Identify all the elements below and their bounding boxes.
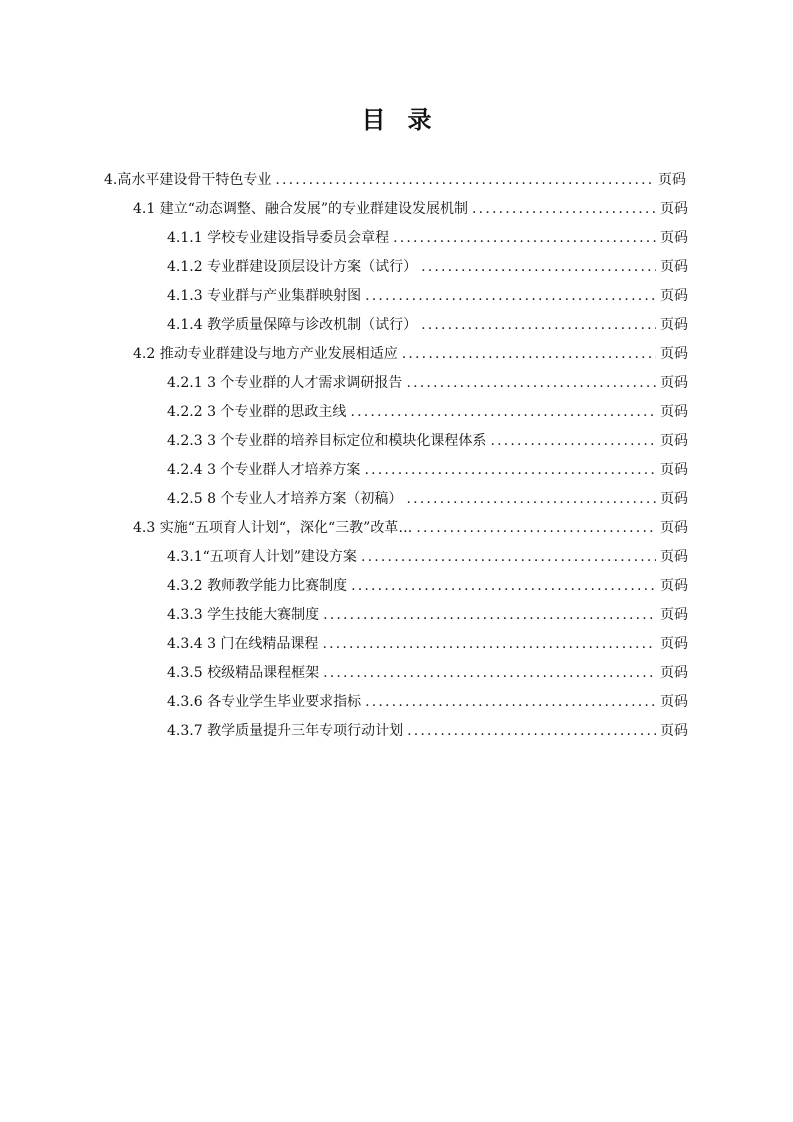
toc-leader-dots: [393, 224, 656, 253]
toc-entry-page: 页码: [660, 665, 688, 681]
toc-entry-text: 4.3 实施“五项育人计划“，深化“三教”改革…: [133, 520, 413, 536]
page-title: 目录: [361, 106, 454, 134]
toc-entry-text: 4.2.3 3 个专业群的培养目标定位和模块化课程体系: [167, 433, 487, 449]
toc-leader-dots: [275, 166, 654, 195]
toc-entry-text: 4.1 建立“动态调整、融合发展”的专业群建设发展机制: [133, 201, 469, 217]
toc-entry[interactable]: [167, 311, 688, 340]
toc-entry-page: 页码: [660, 201, 688, 217]
toc-entry-text: 4.2.2 3 个专业群的思政主线: [167, 404, 347, 420]
toc-entry[interactable]: [167, 282, 688, 311]
toc-leader-dots: [416, 514, 656, 543]
toc-entry-text: 4.2.4 3 个专业群人才培养方案: [167, 462, 361, 478]
toc-entry[interactable]: [167, 485, 688, 514]
toc-entry-page: 页码: [660, 491, 688, 507]
toc-entry-page: 页码: [660, 317, 688, 333]
toc-entry[interactable]: [133, 340, 688, 369]
toc-entry[interactable]: [167, 543, 688, 572]
toc-entry-page: 页码: [660, 520, 688, 536]
toc-leader-dots: [406, 369, 656, 398]
toc-entry[interactable]: [167, 224, 688, 253]
toc-entry[interactable]: [167, 601, 688, 630]
toc-entry[interactable]: [104, 166, 686, 195]
toc-entry-text: 4.3.5 校级精品课程框架: [167, 665, 320, 681]
toc-leader-dots: [361, 543, 656, 572]
toc-leader-dots: [364, 456, 656, 485]
toc-entry-page: 页码: [660, 433, 688, 449]
toc-leader-dots: [323, 659, 656, 688]
toc-entry-page: 页码: [660, 346, 688, 362]
toc-entry-page: 页码: [660, 288, 688, 304]
toc-entry-text: 4.3.7 教学质量提升三年专项行动计划: [167, 723, 404, 739]
toc-entry-text: 4.2.5 8 个专业人才培养方案（初稿）: [167, 491, 403, 507]
toc-leader-dots: [351, 572, 656, 601]
toc-entry[interactable]: [167, 688, 688, 717]
toc-entry-text: 4.2 推动专业群建设与地方产业发展相适应: [133, 346, 398, 362]
toc-entry[interactable]: [167, 630, 688, 659]
toc-entry[interactable]: [167, 717, 688, 746]
toc-entry-text: 4.1.4 教学质量保障与诊改机制（试行）: [167, 317, 418, 333]
toc-entry-text: 4.2.1 3 个专业群的人才需求调研报告: [167, 375, 403, 391]
toc-leader-dots: [365, 688, 656, 717]
toc-leader-dots: [421, 253, 656, 282]
toc-entry[interactable]: [167, 253, 688, 282]
toc-entry-page: 页码: [660, 230, 688, 246]
toc-leader-dots: [402, 340, 656, 369]
toc-entry-text: 4.3.6 各专业学生毕业要求指标: [167, 694, 362, 710]
toc-leader-dots: [490, 427, 656, 456]
toc-entry-page: 页码: [660, 578, 688, 594]
toc-entry-text: 4.1.2 专业群建设顶层设计方案（试行）: [167, 259, 418, 275]
toc-entry-text: 4.3.4 3 门在线精品课程: [167, 636, 319, 652]
toc-leader-dots: [365, 282, 656, 311]
toc-entry[interactable]: [167, 398, 688, 427]
toc-entry-page: 页码: [660, 404, 688, 420]
toc-entry-text: 4.高水平建设骨干特色专业: [104, 172, 272, 188]
toc-entry[interactable]: [133, 514, 688, 543]
toc-entry-text: 4.1.3 专业群与产业集群映射图: [167, 288, 362, 304]
toc-entry[interactable]: [167, 456, 688, 485]
toc-entry-page: 页码: [660, 549, 688, 565]
toc-leader-dots: [472, 195, 656, 224]
toc-leader-dots: [421, 311, 656, 340]
toc-leader-dots: [406, 485, 656, 514]
toc-entry-page: 页码: [660, 462, 688, 478]
toc-entry[interactable]: [167, 369, 688, 398]
toc-entry-text: 4.3.2 教师教学能力比赛制度: [167, 578, 348, 594]
toc-entry-text: 4.3.1“五项育人计划”建设方案: [167, 549, 357, 565]
toc-leader-dots: [322, 630, 656, 659]
toc-entry[interactable]: [167, 659, 688, 688]
toc-leader-dots: [407, 717, 656, 746]
toc-entry-text: 4.1.1 学校专业建设指导委员会章程: [167, 230, 390, 246]
toc-leader-dots: [350, 398, 656, 427]
toc-entry-page: 页码: [660, 375, 688, 391]
toc-leader-dots: [323, 601, 656, 630]
toc-entry-page: 页码: [660, 723, 688, 739]
toc-entry[interactable]: [167, 427, 688, 456]
toc-entry-text: 4.3.3 学生技能大赛制度: [167, 607, 320, 623]
toc-entry-page: 页码: [658, 172, 686, 188]
toc-entry-page: 页码: [660, 694, 688, 710]
toc-entry-page: 页码: [660, 259, 688, 275]
toc-entry[interactable]: [133, 195, 688, 224]
toc-entry-page: 页码: [660, 607, 688, 623]
toc-entry[interactable]: [167, 572, 688, 601]
toc-entry-page: 页码: [660, 636, 688, 652]
